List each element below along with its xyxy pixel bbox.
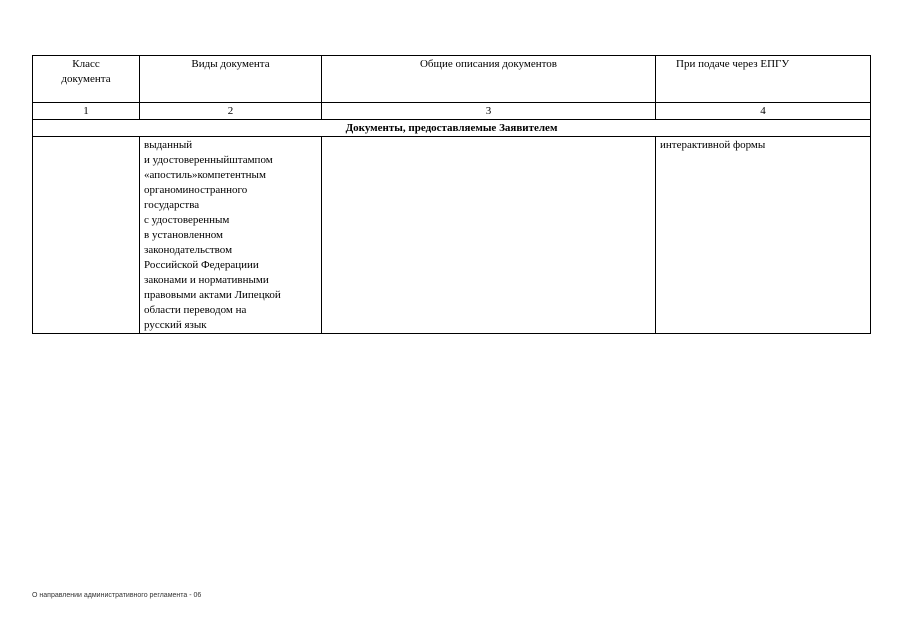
table-row bbox=[33, 137, 871, 334]
kind-line: государства bbox=[144, 199, 200, 211]
section-row bbox=[33, 120, 871, 137]
page-footer: О направлении административного регламента - 06 bbox=[32, 592, 202, 599]
documents-table bbox=[32, 55, 871, 334]
cell-document-kind bbox=[140, 137, 322, 334]
header-document-class bbox=[33, 56, 140, 103]
cell-document-description bbox=[322, 137, 656, 334]
kind-line: области переводом на bbox=[144, 304, 247, 316]
kind-line: законодательством bbox=[144, 244, 233, 256]
kind-line: русский язык bbox=[144, 319, 207, 331]
header-document-kinds bbox=[140, 56, 322, 103]
column-numbers-row bbox=[33, 103, 871, 120]
kind-line: правовыми актами Липецкой bbox=[144, 289, 281, 301]
header-document-kinds-text: Виды документа bbox=[191, 58, 270, 70]
kind-line: органоминостранного bbox=[144, 184, 248, 196]
header-document-descriptions bbox=[322, 56, 656, 103]
header-document-class-text: Класс документа bbox=[61, 58, 111, 85]
cell-epgu: интерактивной формы bbox=[656, 137, 871, 334]
kind-line: выданный bbox=[144, 139, 193, 151]
cell-document-class bbox=[33, 137, 140, 334]
table-header-row bbox=[33, 56, 871, 103]
kind-line: с удостоверенным bbox=[144, 214, 230, 226]
column-number-2: 2 bbox=[140, 103, 322, 120]
header-epgu-submission bbox=[656, 56, 871, 103]
kind-line: Российской Федерациии bbox=[144, 259, 259, 271]
header-document-descriptions-text: Общие описания документов bbox=[419, 58, 557, 70]
kind-line: в установленном bbox=[144, 229, 223, 241]
section-title: Документы, предоставляемые Заявителем bbox=[33, 120, 871, 137]
kind-line: законами и нормативными bbox=[144, 274, 269, 286]
kind-line: и удостоверенныйштампом bbox=[144, 154, 273, 166]
column-number-3: 3 bbox=[322, 103, 656, 120]
column-number-1: 1 bbox=[33, 103, 140, 120]
column-number-4: 4 bbox=[656, 103, 871, 120]
header-epgu-submission-text: При подаче через ЕПГУ bbox=[676, 58, 790, 70]
kind-line: «апостиль»компетентным bbox=[144, 169, 266, 181]
